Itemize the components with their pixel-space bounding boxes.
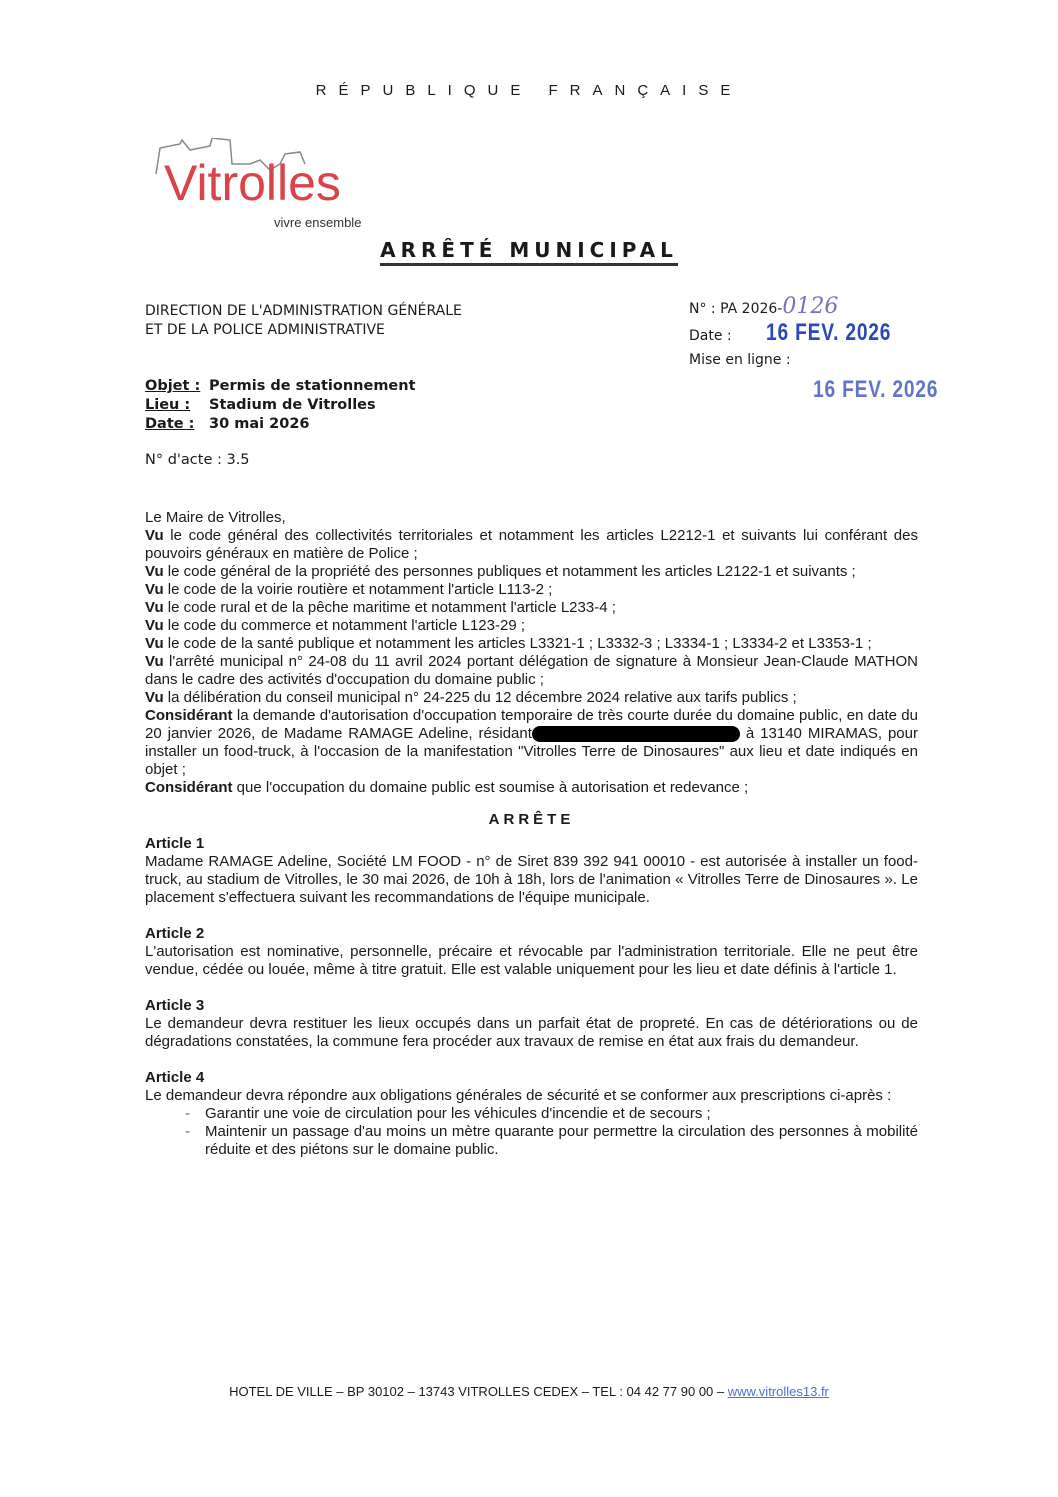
greeting: Le Maire de Vitrolles, <box>145 509 286 526</box>
list-item: - Maintenir un passage d'au moins un mètre quarante pour permettre la circulation des personnes à mobilité réduite et des piétons sur le domaine public. <box>185 1123 918 1159</box>
website-link[interactable]: www.vitrolles13.fr <box>727 1384 829 1399</box>
article-3: Article 3 Le demandeur devra restituer les lieux occupés dans un parfait état de propreté. En cas de détériorations ou de dégradations constatées, la commune fera procéder aux travaux de remise en état aux frais du demandeur. <box>145 997 918 1050</box>
redaction-bar <box>532 726 740 742</box>
meta-block: Objet : Permis de stationnement Lieu : Stadium de Vitrolles Date : 30 mai 2026 N° d'acte : 3.5 <box>145 378 416 468</box>
visa: Vu le code général de la propriété des personnes publiques et notamment les articles L2122-1 et suivants ; <box>145 563 856 580</box>
visas-block <box>145 527 918 797</box>
date-stamp: 16 FEV. 2026 <box>766 319 892 346</box>
visa: Vu le code du commerce et notamment l'article L123-29 ; <box>145 617 526 634</box>
visa: Vu le code général des collectivités territoriales et notamment les articles L2212-1 et suivants lui conférant des pouvoirs généraux en matière de Police ; <box>145 527 918 562</box>
document-title: ARRÊTÉ MUNICIPAL <box>0 238 1058 262</box>
direction-block: DIRECTION DE L'ADMINISTRATION GÉNÉRALE ET DE LA POLICE ADMINISTRATIVE <box>145 303 462 338</box>
document-body <box>145 509 918 1177</box>
article-4: Article 4 Le demandeur devra répondre aux obligations générales de sécurité et se conformer aux prescriptions ci-après : - Garantir une voie de circulation pour les véhicules d'incendie et de secours ; - Maintenir un passage d'au moins un mètre quarante pour permettre la circulation des personnes à mobilité réduite et des piétons sur le domaine public. <box>145 1069 918 1159</box>
reference-block: N° : PA 2026-0126 Date : 16 FEV. 2026 Mise en ligne : 16 FEV. 2026 <box>689 294 939 403</box>
online-date-stamp: 16 FEV. 2026 <box>813 376 939 403</box>
visa: Vu le code de la voirie routière et notamment l'article L113-2 ; <box>145 581 553 598</box>
considerant: Considérant que l'occupation du domaine public est soumise à autorisation et redevance ; <box>145 779 749 796</box>
arrete-heading: ARRÊTE <box>488 811 575 828</box>
prescriptions-list <box>145 1105 918 1159</box>
visa: Vu le code de la santé publique et notamment les articles L3321-1 ; L3332-3 ; L3334-1 ; L3334-2 et L3353-1 ; <box>145 635 872 652</box>
republique-francaise-header: RÉPUBLIQUE FRANÇAISE <box>315 82 743 99</box>
vitrolles-logo <box>150 138 400 232</box>
considerant: Considérant la demande d'autorisation d'occupation temporaire de très courte durée du domaine public, en date du 20 janvier 2026, de Madame RAMAGE Adeline, résidant à 13140 MIRAMAS, pour installer un food-truck, à l'occasion de la manifestation "Vitrolles Terre de Dinosaures" aux lieu et date indiqués en objet ; <box>145 707 918 778</box>
handwritten-number: 0126 <box>782 294 839 319</box>
article-1: Article 1 Madame RAMAGE Adeline, Société LM FOOD - n° de Siret 839 392 941 00010 - est autorisée à installer un food-truck, au stadium de Vitrolles, le 30 mai 2026, de 10h à 18h, lors de l'animation « Vitrolles Terre de Dinosaures ». Le placement s'effectuera suivant les recommandations de l'équipe municipale. <box>145 835 918 906</box>
visa: Vu le code rural et de la pêche maritime et notamment l'article L233-4 ; <box>145 599 616 616</box>
article-2: Article 2 L'autorisation est nominative, personnelle, précaire et révocable par l'administration territoriale. Elle ne peut être vendue, cédée ou louée, même à titre gratuit. Elle est valable uniquement pour les lieu et date définis à l'article 1. <box>145 925 918 978</box>
footer: HOTEL DE VILLE – BP 30102 – 13743 VITROLLES CEDEX – TEL : 04 42 77 90 00 – www.vitrolles13.fr <box>229 1384 829 1399</box>
visa: Vu la délibération du conseil municipal n° 24-225 du 12 décembre 2024 relative aux tarifs publics ; <box>145 689 797 706</box>
visa: Vu l'arrêté municipal n° 24-08 du 11 avril 2024 portant délégation de signature à Monsieur Jean-Claude MATHON dans le cadre des activités d'occupation du domaine public ; <box>145 653 918 688</box>
list-item: - Garantir une voie de circulation pour les véhicules d'incendie et de secours ; <box>185 1105 918 1123</box>
svg-text:vivre ensemble: vivre ensemble <box>274 215 362 230</box>
svg-text:Vitrolles: Vitrolles <box>164 155 341 211</box>
